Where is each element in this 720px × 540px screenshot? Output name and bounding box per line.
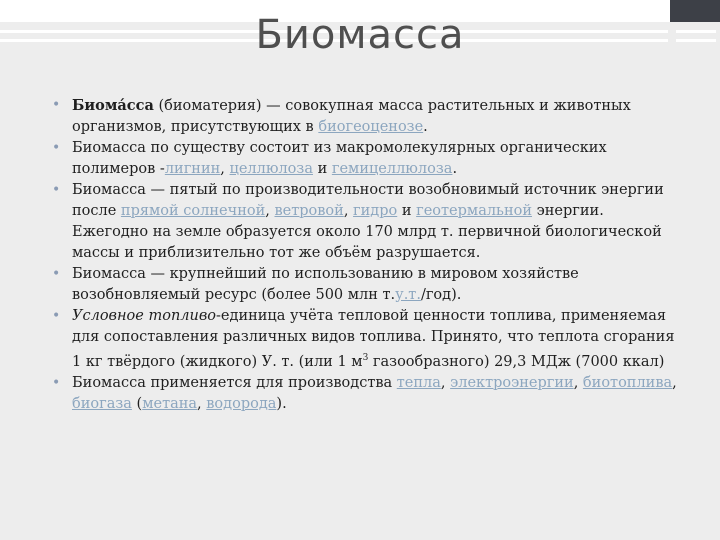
link-lignin[interactable]: лигнин xyxy=(164,161,221,177)
text: . xyxy=(452,161,458,177)
separator: и xyxy=(312,161,332,177)
term: Биома́сса xyxy=(72,97,154,114)
list-item xyxy=(52,306,682,373)
slide-content xyxy=(52,95,682,415)
separator: , xyxy=(573,374,583,391)
separator: , xyxy=(220,161,230,177)
separator: , xyxy=(265,203,275,219)
link-biogeocenosis[interactable]: биогеоценозе xyxy=(318,119,424,135)
separator: , xyxy=(197,395,207,412)
list-item xyxy=(52,138,682,180)
text: Биомасса по существу состоит из макромолекулярных органических полимеров - xyxy=(72,140,607,177)
text: Биомасса — крупнейший по использованию в мировом хозяйстве возобновляемый ресурс (более 500 млн т. xyxy=(72,266,579,303)
link-wind[interactable]: ветровой xyxy=(274,203,344,219)
text: . xyxy=(423,119,428,135)
text: Биомасса — пятый по производительности возобновимый источник энергии после xyxy=(72,182,664,219)
term: Условное топливо xyxy=(72,308,217,324)
text: ). xyxy=(276,395,287,412)
list-item xyxy=(52,373,682,415)
bullet-icon: • xyxy=(52,140,61,156)
superscript: 3 xyxy=(362,353,369,363)
bullet-list xyxy=(52,95,682,415)
link-biofuel[interactable]: биотоплива xyxy=(582,374,673,391)
link-hydro[interactable]: гидро xyxy=(353,203,398,219)
link-hemicellulose[interactable]: гемицеллюлоза xyxy=(331,161,453,177)
list-item xyxy=(52,95,682,138)
link-methane[interactable]: метана xyxy=(142,395,198,412)
bullet-icon: • xyxy=(52,97,61,113)
separator: , xyxy=(672,374,677,391)
text: Биомасса применяется для производства xyxy=(72,374,397,391)
link-geothermal[interactable]: геотермальной xyxy=(416,203,533,219)
bullet-icon: • xyxy=(52,182,61,198)
separator: , xyxy=(343,203,354,219)
link-fuel-equivalent[interactable]: у.т. xyxy=(395,287,421,303)
separator: и xyxy=(397,203,417,219)
separator: , xyxy=(440,374,451,391)
text: энергии. Ежегодно на земле образуется около 170 млрд т. первичной биологической массы и приблизительно тот же объём разрушается. xyxy=(72,203,662,261)
text: -единица учёта тепловой ценности топлива, применяемая для сопоставления различных видов топлива. Принято, что теплота сгорания 1 кг твёрдого (жидкого) У. т. (или 1 м xyxy=(72,308,675,370)
bullet-icon: • xyxy=(52,266,61,282)
text: /год). xyxy=(420,287,462,303)
link-heat[interactable]: тепла xyxy=(396,374,441,391)
bullet-icon: • xyxy=(52,308,61,324)
list-item xyxy=(52,264,682,306)
link-cellulose[interactable]: целлюлоза xyxy=(229,161,313,177)
text: (биоматерия) — совокупная масса растительных и животных организмов, присутствующих в xyxy=(72,98,631,135)
separator: ( xyxy=(131,395,143,412)
link-electricity[interactable]: электроэнергии xyxy=(450,374,574,391)
bullet-icon: • xyxy=(52,374,61,391)
link-direct-solar[interactable]: прямой солнечной xyxy=(120,203,266,219)
link-biogas[interactable]: биогаза xyxy=(72,395,132,412)
text: газообразного) 29,3 МДж (7000 ккал) xyxy=(368,353,665,370)
slide-title: Биомасса xyxy=(255,12,465,58)
list-item xyxy=(52,180,682,264)
link-hydrogen[interactable]: водорода xyxy=(206,395,277,412)
